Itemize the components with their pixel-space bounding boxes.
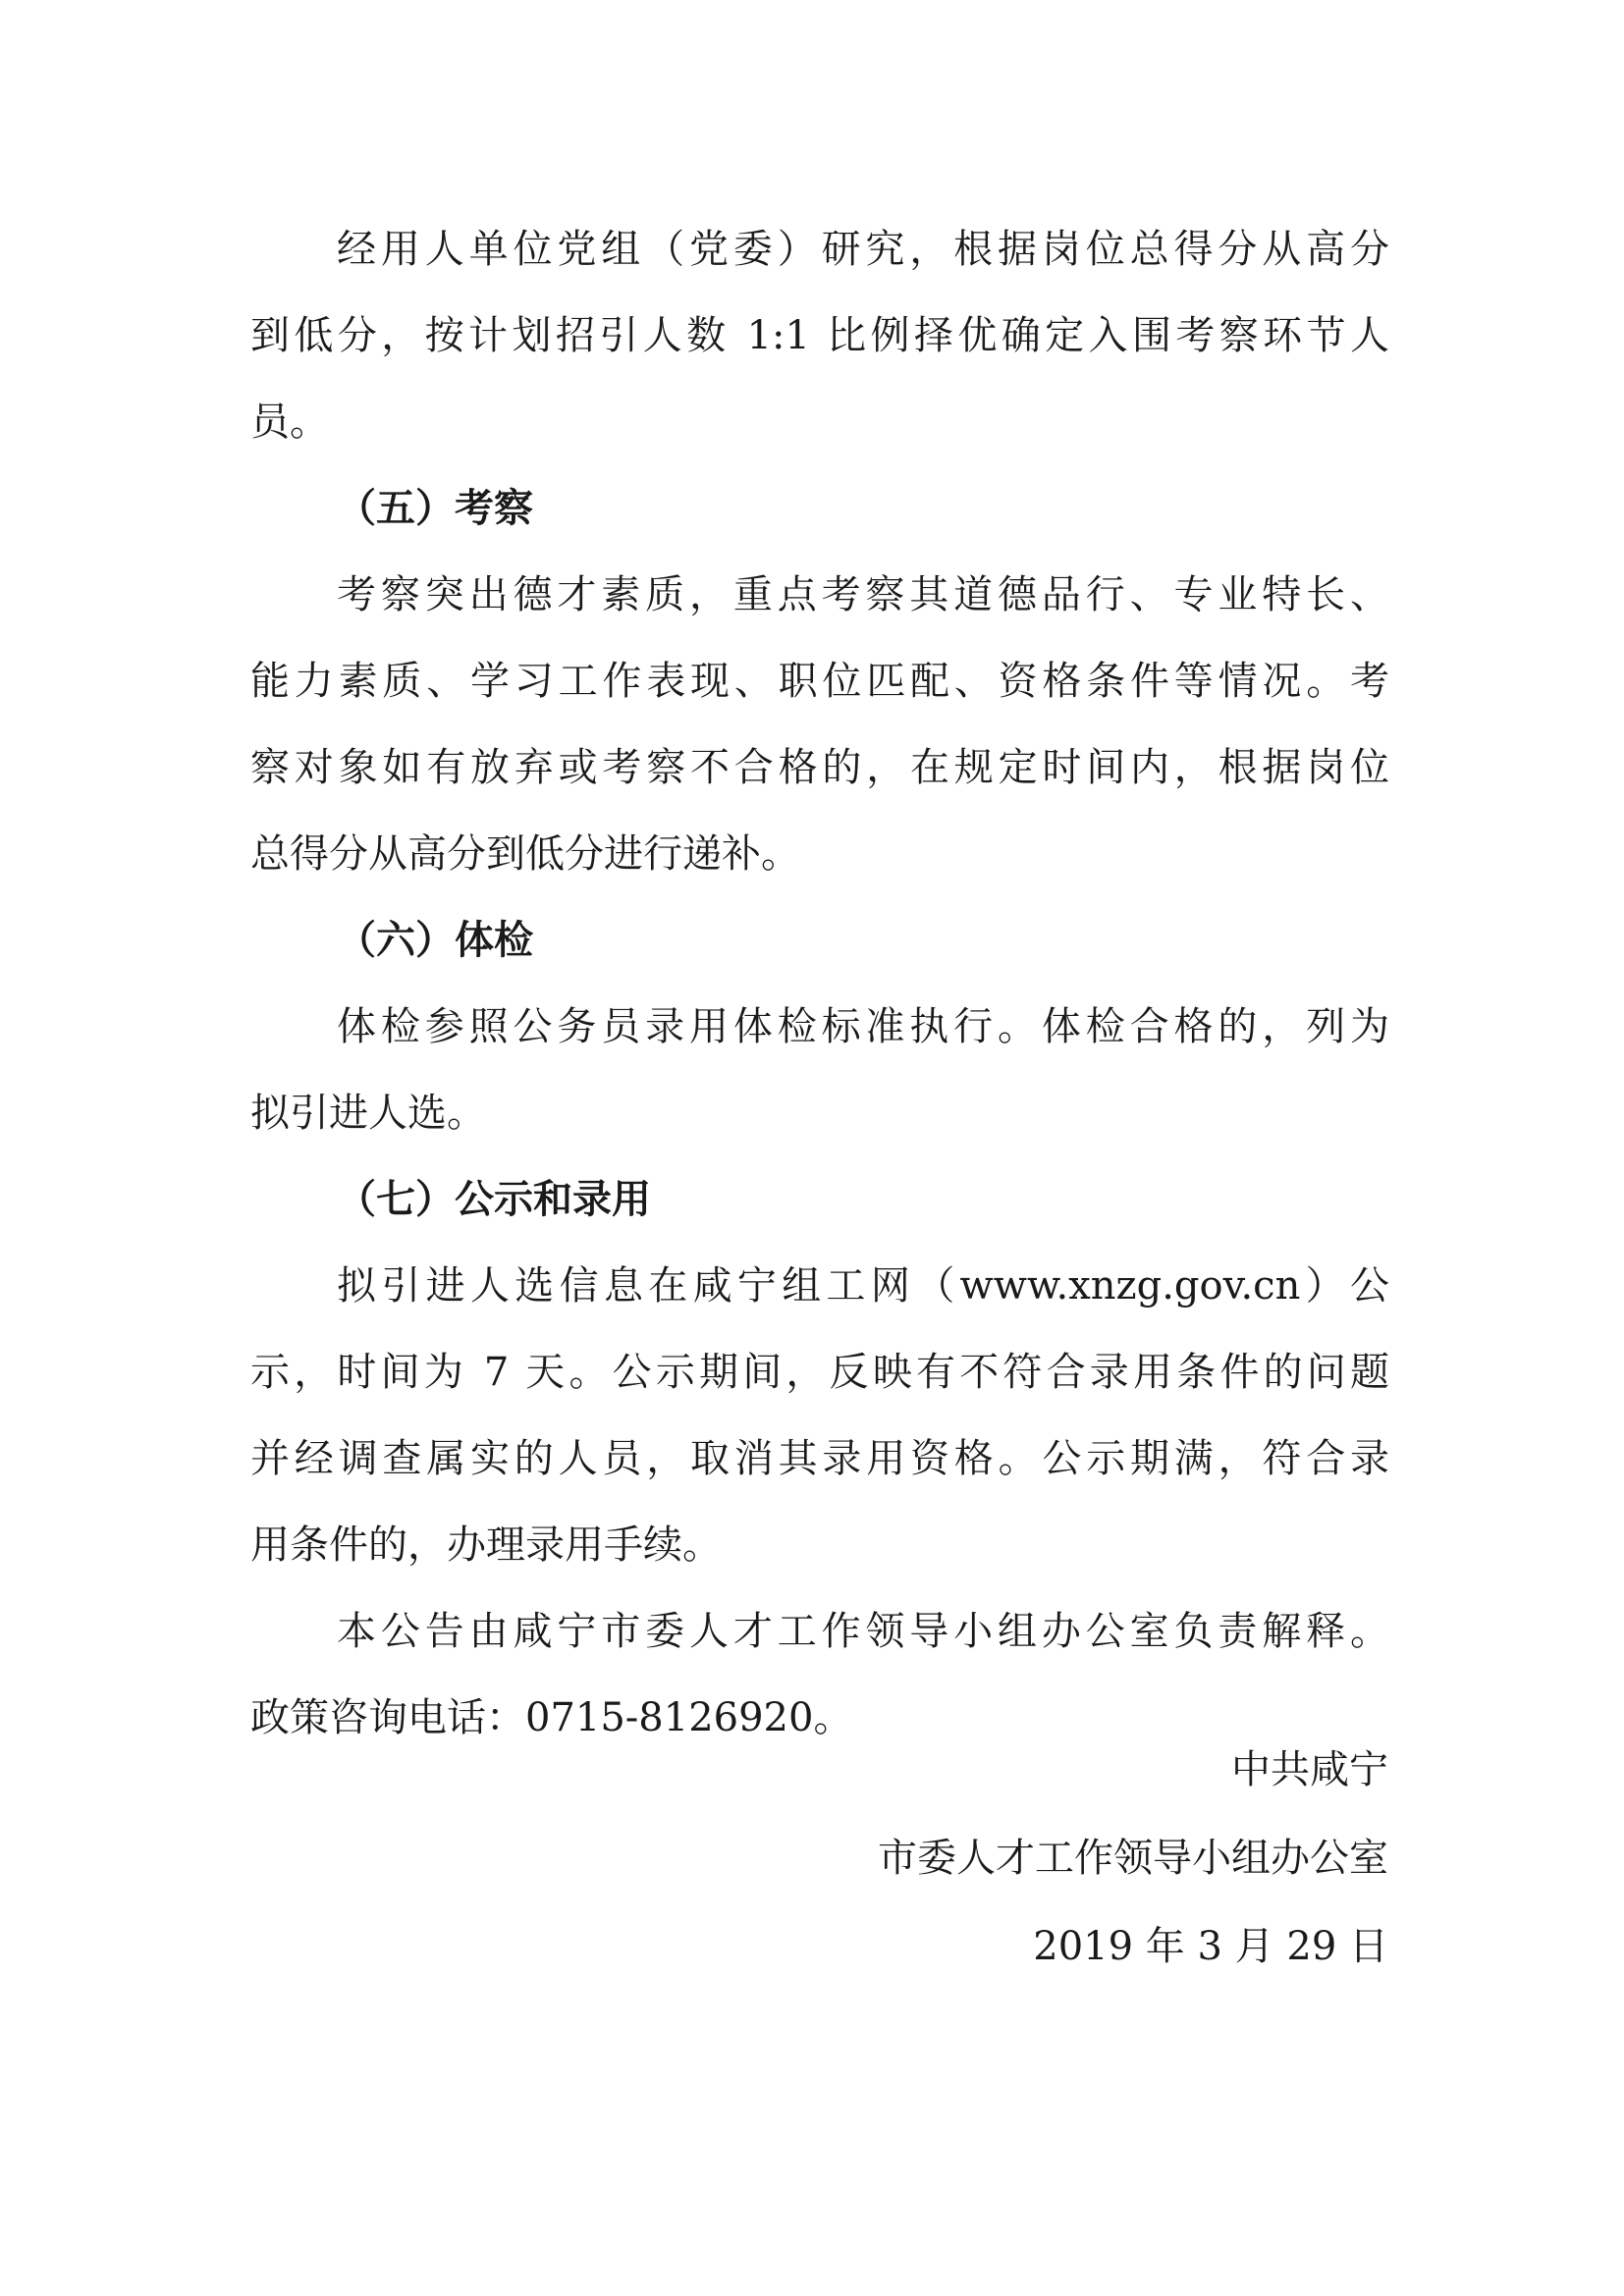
inspection-paragraph bbox=[250, 552, 1389, 897]
medical-exam-paragraph bbox=[250, 984, 1389, 1156]
paragraph-line: 体检参照公务员录用体检标准执行。体检合格的，列为 bbox=[337, 1004, 1389, 1049]
paragraph-line: 拟引进人选信息在咸宁组工网（www.xnzg.gov.cn）公 bbox=[337, 1263, 1389, 1308]
paragraph-line: 经用人单位党组（党委）研究，根据岗位总得分从高分 bbox=[337, 227, 1389, 272]
document-body bbox=[250, 206, 1389, 1761]
publicity-paragraph bbox=[250, 1243, 1389, 1588]
issuing-org-line-2: 市委人才工作领导小组办公室 bbox=[878, 1836, 1388, 1881]
issuing-org-line-1: 中共咸宁 bbox=[1231, 1747, 1388, 1792]
paragraph-line: 总得分从高分到低分进行递补。 bbox=[250, 831, 800, 877]
paragraph-line: 拟引进人选。 bbox=[250, 1091, 486, 1136]
section-heading-inspection: （五）考察 bbox=[337, 486, 533, 531]
paragraph-line: 本公告由咸宁市委人才工作领导小组办公室负责解释。 bbox=[337, 1609, 1389, 1654]
paragraph-line: 用条件的，办理录用手续。 bbox=[250, 1522, 722, 1568]
paragraph-line: 察对象如有放弃或考察不合格的，在规定时间内，根据岗位 bbox=[250, 745, 1389, 790]
signature-block bbox=[603, 1726, 1388, 1991]
contact-phone-line: 政策咨询电话：0715-8126920。 bbox=[250, 1695, 853, 1740]
paragraph-line: 到低分，按计划招引人数 1:1 比例择优确定入围考察环节人 bbox=[250, 313, 1389, 358]
paragraph-line: 员。 bbox=[250, 400, 329, 445]
paragraph-line: 示，时间为 7 天。公示期间，反映有不符合录用条件的问题 bbox=[250, 1350, 1389, 1395]
issue-date: 2019 年 3 月 29 日 bbox=[1033, 1924, 1388, 1969]
paragraph-line: 能力素质、学习工作表现、职位匹配、资格条件等情况。考 bbox=[250, 659, 1389, 704]
section-heading-publicity-and-hiring: （七）公示和录用 bbox=[337, 1177, 651, 1222]
paragraph-line: 考察突出德才素质，重点考察其道德品行、专业特长、 bbox=[337, 572, 1389, 617]
section-heading-medical-exam: （六）体检 bbox=[337, 918, 533, 963]
paragraph-line: 并经调查属实的人员，取消其录用资格。公示期满，符合录 bbox=[250, 1436, 1389, 1481]
intro-paragraph bbox=[250, 206, 1389, 465]
